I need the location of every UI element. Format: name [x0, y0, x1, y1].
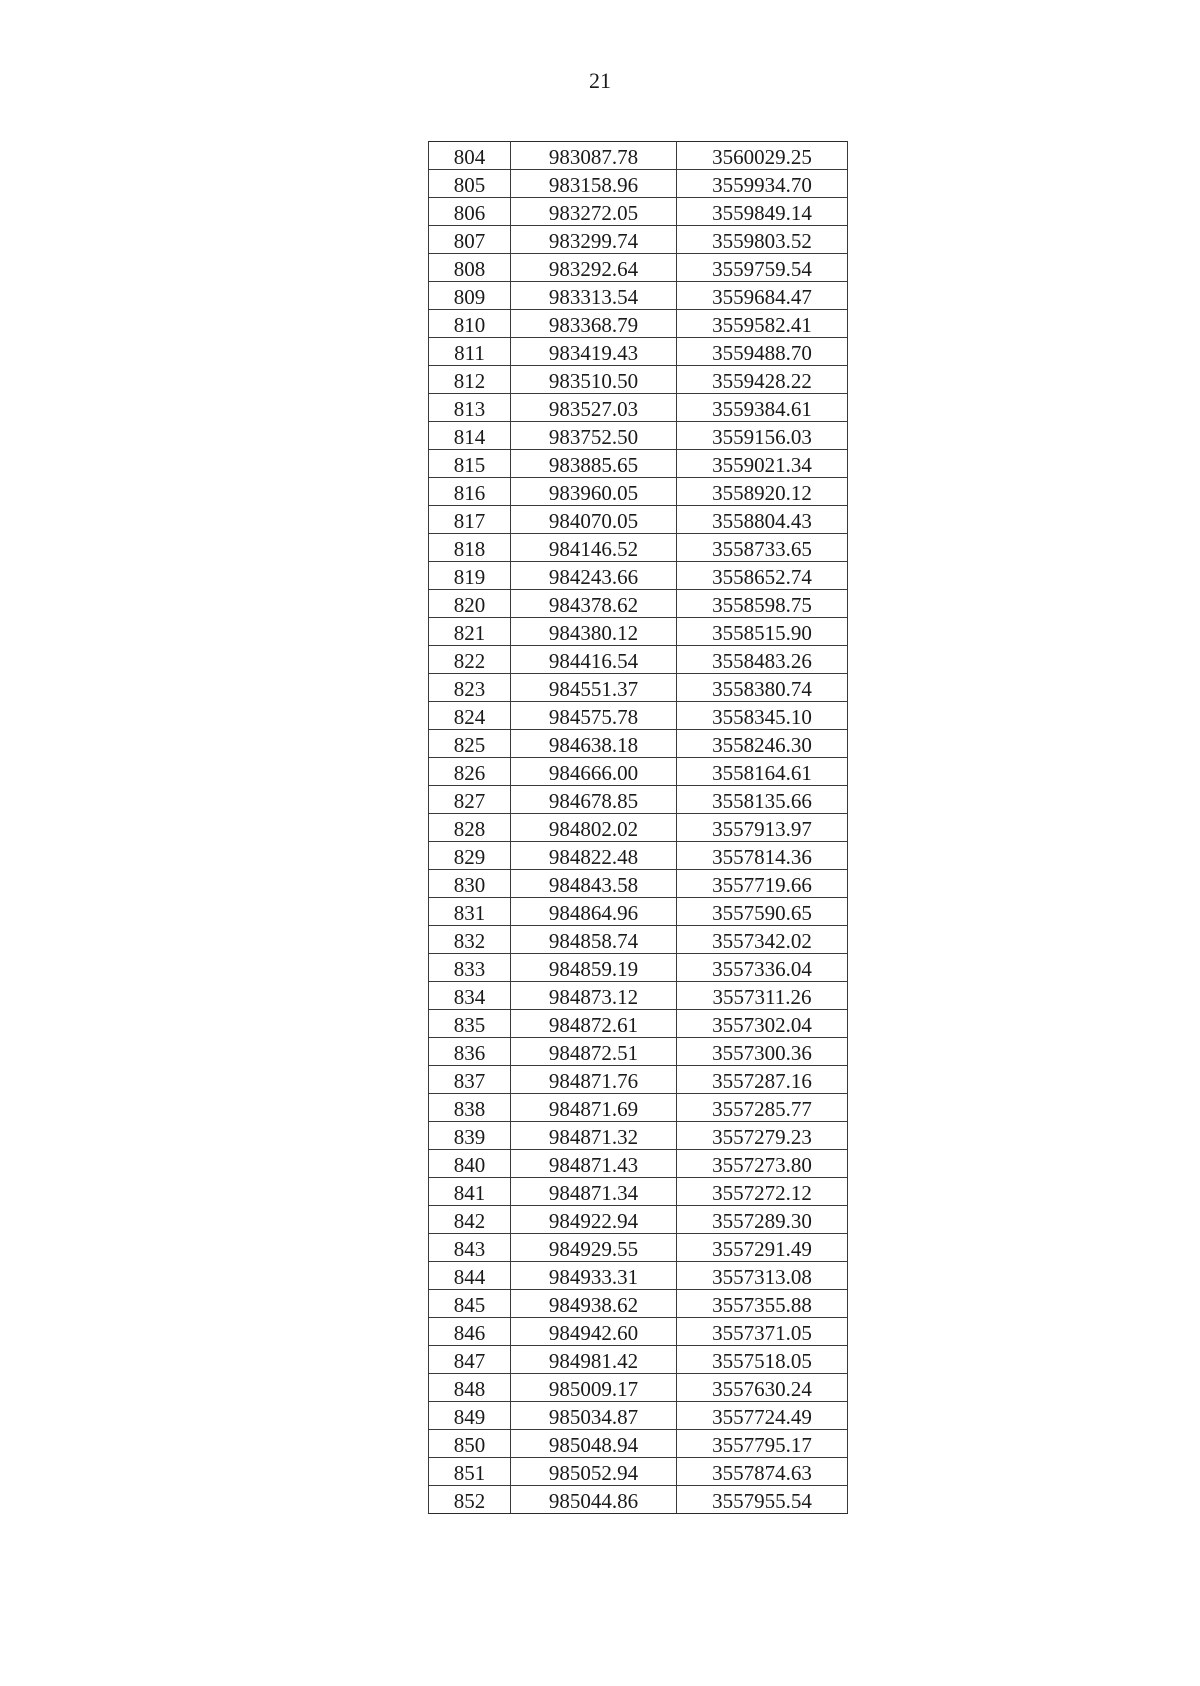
x-coordinate-cell: 984942.60 — [511, 1318, 677, 1346]
x-coordinate-cell: 985052.94 — [511, 1458, 677, 1486]
y-coordinate-cell: 3557795.17 — [677, 1430, 848, 1458]
x-coordinate-cell: 984380.12 — [511, 618, 677, 646]
y-coordinate-cell: 3558380.74 — [677, 674, 848, 702]
y-coordinate-cell: 3558804.43 — [677, 506, 848, 534]
y-coordinate-cell: 3557272.12 — [677, 1178, 848, 1206]
table-row — [429, 394, 848, 422]
point-id-cell: 848 — [429, 1374, 511, 1402]
table-row — [429, 1094, 848, 1122]
x-coordinate-cell: 983419.43 — [511, 338, 677, 366]
y-coordinate-cell: 3558164.61 — [677, 758, 848, 786]
y-coordinate-cell: 3557279.23 — [677, 1122, 848, 1150]
y-coordinate-cell: 3559759.54 — [677, 254, 848, 282]
x-coordinate-cell: 984981.42 — [511, 1346, 677, 1374]
point-id-cell: 842 — [429, 1206, 511, 1234]
x-coordinate-cell: 984678.85 — [511, 786, 677, 814]
x-coordinate-cell: 984929.55 — [511, 1234, 677, 1262]
point-id-cell: 831 — [429, 898, 511, 926]
point-id-cell: 843 — [429, 1234, 511, 1262]
table-row — [429, 786, 848, 814]
point-id-cell: 814 — [429, 422, 511, 450]
point-id-cell: 847 — [429, 1346, 511, 1374]
y-coordinate-cell: 3557874.63 — [677, 1458, 848, 1486]
point-id-cell: 810 — [429, 310, 511, 338]
x-coordinate-cell: 984822.48 — [511, 842, 677, 870]
table-row — [429, 1486, 848, 1514]
y-coordinate-cell: 3557311.26 — [677, 982, 848, 1010]
x-coordinate-cell: 985034.87 — [511, 1402, 677, 1430]
table-row — [429, 1122, 848, 1150]
y-coordinate-cell: 3557719.66 — [677, 870, 848, 898]
x-coordinate-cell: 983752.50 — [511, 422, 677, 450]
y-coordinate-cell: 3558345.10 — [677, 702, 848, 730]
point-id-cell: 822 — [429, 646, 511, 674]
point-id-cell: 825 — [429, 730, 511, 758]
table-row — [429, 478, 848, 506]
table-row — [429, 310, 848, 338]
x-coordinate-cell: 984575.78 — [511, 702, 677, 730]
table-row — [429, 506, 848, 534]
x-coordinate-cell: 983272.05 — [511, 198, 677, 226]
x-coordinate-cell: 984146.52 — [511, 534, 677, 562]
table-row — [429, 758, 848, 786]
y-coordinate-cell: 3557302.04 — [677, 1010, 848, 1038]
point-id-cell: 808 — [429, 254, 511, 282]
y-coordinate-cell: 3557724.49 — [677, 1402, 848, 1430]
point-id-cell: 833 — [429, 954, 511, 982]
y-coordinate-cell: 3557342.02 — [677, 926, 848, 954]
x-coordinate-cell: 984859.19 — [511, 954, 677, 982]
table-row — [429, 1150, 848, 1178]
table-row — [429, 1318, 848, 1346]
table-row — [429, 1290, 848, 1318]
x-coordinate-cell: 984871.34 — [511, 1178, 677, 1206]
point-id-cell: 812 — [429, 366, 511, 394]
x-coordinate-cell: 983885.65 — [511, 450, 677, 478]
point-id-cell: 806 — [429, 198, 511, 226]
point-id-cell: 813 — [429, 394, 511, 422]
y-coordinate-cell: 3557285.77 — [677, 1094, 848, 1122]
point-id-cell: 817 — [429, 506, 511, 534]
point-id-cell: 851 — [429, 1458, 511, 1486]
x-coordinate-cell: 984871.76 — [511, 1066, 677, 1094]
point-id-cell: 815 — [429, 450, 511, 478]
table-row — [429, 814, 848, 842]
x-coordinate-cell: 983527.03 — [511, 394, 677, 422]
y-coordinate-cell: 3557355.88 — [677, 1290, 848, 1318]
table-row — [429, 618, 848, 646]
y-coordinate-cell: 3558515.90 — [677, 618, 848, 646]
x-coordinate-cell: 984666.00 — [511, 758, 677, 786]
y-coordinate-cell: 3557336.04 — [677, 954, 848, 982]
point-id-cell: 846 — [429, 1318, 511, 1346]
point-id-cell: 824 — [429, 702, 511, 730]
y-coordinate-cell: 3557300.36 — [677, 1038, 848, 1066]
y-coordinate-cell: 3558920.12 — [677, 478, 848, 506]
y-coordinate-cell: 3559488.70 — [677, 338, 848, 366]
point-id-cell: 826 — [429, 758, 511, 786]
y-coordinate-cell: 3558135.66 — [677, 786, 848, 814]
y-coordinate-cell: 3559803.52 — [677, 226, 848, 254]
point-id-cell: 852 — [429, 1486, 511, 1514]
table-row — [429, 674, 848, 702]
y-coordinate-cell: 3557289.30 — [677, 1206, 848, 1234]
x-coordinate-cell: 984933.31 — [511, 1262, 677, 1290]
y-coordinate-cell: 3557287.16 — [677, 1066, 848, 1094]
x-coordinate-cell: 985009.17 — [511, 1374, 677, 1402]
y-coordinate-cell: 3557518.05 — [677, 1346, 848, 1374]
point-id-cell: 834 — [429, 982, 511, 1010]
x-coordinate-cell: 983313.54 — [511, 282, 677, 310]
x-coordinate-cell: 984871.69 — [511, 1094, 677, 1122]
point-id-cell: 821 — [429, 618, 511, 646]
point-id-cell: 832 — [429, 926, 511, 954]
y-coordinate-cell: 3559021.34 — [677, 450, 848, 478]
point-id-cell: 828 — [429, 814, 511, 842]
x-coordinate-cell: 984858.74 — [511, 926, 677, 954]
point-id-cell: 849 — [429, 1402, 511, 1430]
table-row — [429, 730, 848, 758]
x-coordinate-cell: 983299.74 — [511, 226, 677, 254]
y-coordinate-cell: 3557273.80 — [677, 1150, 848, 1178]
table-row — [429, 1234, 848, 1262]
page-number: 21 — [589, 68, 611, 93]
x-coordinate-cell: 984922.94 — [511, 1206, 677, 1234]
y-coordinate-cell: 3558652.74 — [677, 562, 848, 590]
point-id-cell: 820 — [429, 590, 511, 618]
point-id-cell: 845 — [429, 1290, 511, 1318]
y-coordinate-cell: 3557291.49 — [677, 1234, 848, 1262]
y-coordinate-cell: 3560029.25 — [677, 142, 848, 170]
x-coordinate-cell: 983368.79 — [511, 310, 677, 338]
point-id-cell: 818 — [429, 534, 511, 562]
y-coordinate-cell: 3559384.61 — [677, 394, 848, 422]
y-coordinate-cell: 3558483.26 — [677, 646, 848, 674]
y-coordinate-cell: 3558733.65 — [677, 534, 848, 562]
point-id-cell: 829 — [429, 842, 511, 870]
y-coordinate-cell: 3557955.54 — [677, 1486, 848, 1514]
y-coordinate-cell: 3557313.08 — [677, 1262, 848, 1290]
table-row — [429, 590, 848, 618]
y-coordinate-cell: 3557630.24 — [677, 1374, 848, 1402]
table-row — [429, 142, 848, 170]
table-row — [429, 170, 848, 198]
table-row — [429, 226, 848, 254]
point-id-cell: 805 — [429, 170, 511, 198]
table-row — [429, 954, 848, 982]
table-row — [429, 254, 848, 282]
x-coordinate-cell: 984872.61 — [511, 1010, 677, 1038]
y-coordinate-cell: 3559428.22 — [677, 366, 848, 394]
x-coordinate-cell: 984070.05 — [511, 506, 677, 534]
point-id-cell: 841 — [429, 1178, 511, 1206]
table-row — [429, 338, 848, 366]
x-coordinate-cell: 984638.18 — [511, 730, 677, 758]
table-row — [429, 422, 848, 450]
x-coordinate-cell: 983510.50 — [511, 366, 677, 394]
y-coordinate-cell: 3557590.65 — [677, 898, 848, 926]
point-id-cell: 816 — [429, 478, 511, 506]
point-id-cell: 839 — [429, 1122, 511, 1150]
table-row — [429, 450, 848, 478]
x-coordinate-cell: 985044.86 — [511, 1486, 677, 1514]
y-coordinate-cell: 3559684.47 — [677, 282, 848, 310]
x-coordinate-cell: 983960.05 — [511, 478, 677, 506]
table-row — [429, 282, 848, 310]
y-coordinate-cell: 3558598.75 — [677, 590, 848, 618]
table-row — [429, 1262, 848, 1290]
point-id-cell: 830 — [429, 870, 511, 898]
point-id-cell: 827 — [429, 786, 511, 814]
table-row — [429, 1430, 848, 1458]
table-row — [429, 198, 848, 226]
x-coordinate-cell: 984416.54 — [511, 646, 677, 674]
y-coordinate-cell: 3558246.30 — [677, 730, 848, 758]
table-row — [429, 534, 848, 562]
point-id-cell: 811 — [429, 338, 511, 366]
point-id-cell: 835 — [429, 1010, 511, 1038]
point-id-cell: 850 — [429, 1430, 511, 1458]
point-id-cell: 819 — [429, 562, 511, 590]
point-id-cell: 840 — [429, 1150, 511, 1178]
table-row — [429, 702, 848, 730]
x-coordinate-cell: 984873.12 — [511, 982, 677, 1010]
x-coordinate-cell: 984864.96 — [511, 898, 677, 926]
y-coordinate-cell: 3557371.05 — [677, 1318, 848, 1346]
y-coordinate-cell: 3559934.70 — [677, 170, 848, 198]
table-row — [429, 982, 848, 1010]
x-coordinate-cell: 985048.94 — [511, 1430, 677, 1458]
x-coordinate-cell: 984243.66 — [511, 562, 677, 590]
x-coordinate-cell: 983292.64 — [511, 254, 677, 282]
x-coordinate-cell: 984872.51 — [511, 1038, 677, 1066]
point-id-cell: 809 — [429, 282, 511, 310]
point-id-cell: 837 — [429, 1066, 511, 1094]
table-row — [429, 1458, 848, 1486]
table-row — [429, 1066, 848, 1094]
x-coordinate-cell: 984802.02 — [511, 814, 677, 842]
table-row — [429, 1206, 848, 1234]
point-id-cell: 807 — [429, 226, 511, 254]
table-row — [429, 898, 848, 926]
table-row — [429, 870, 848, 898]
y-coordinate-cell: 3559849.14 — [677, 198, 848, 226]
table-row — [429, 842, 848, 870]
point-id-cell: 844 — [429, 1262, 511, 1290]
point-id-cell: 804 — [429, 142, 511, 170]
coordinate-table-body — [429, 142, 848, 1514]
point-id-cell: 836 — [429, 1038, 511, 1066]
point-id-cell: 823 — [429, 674, 511, 702]
table-row — [429, 562, 848, 590]
y-coordinate-cell: 3557814.36 — [677, 842, 848, 870]
x-coordinate-cell: 984871.43 — [511, 1150, 677, 1178]
x-coordinate-cell: 984871.32 — [511, 1122, 677, 1150]
x-coordinate-cell: 984938.62 — [511, 1290, 677, 1318]
table-row — [429, 366, 848, 394]
y-coordinate-cell: 3557913.97 — [677, 814, 848, 842]
table-row — [429, 1346, 848, 1374]
table-row — [429, 1178, 848, 1206]
point-id-cell: 838 — [429, 1094, 511, 1122]
table-row — [429, 1374, 848, 1402]
x-coordinate-cell: 984843.58 — [511, 870, 677, 898]
y-coordinate-cell: 3559582.41 — [677, 310, 848, 338]
x-coordinate-cell: 984378.62 — [511, 590, 677, 618]
table-row — [429, 646, 848, 674]
table-row — [429, 1010, 848, 1038]
x-coordinate-cell: 983087.78 — [511, 142, 677, 170]
y-coordinate-cell: 3559156.03 — [677, 422, 848, 450]
x-coordinate-cell: 984551.37 — [511, 674, 677, 702]
table-row — [429, 926, 848, 954]
table-row — [429, 1402, 848, 1430]
x-coordinate-cell: 983158.96 — [511, 170, 677, 198]
coordinate-table — [428, 141, 848, 1514]
table-row — [429, 1038, 848, 1066]
